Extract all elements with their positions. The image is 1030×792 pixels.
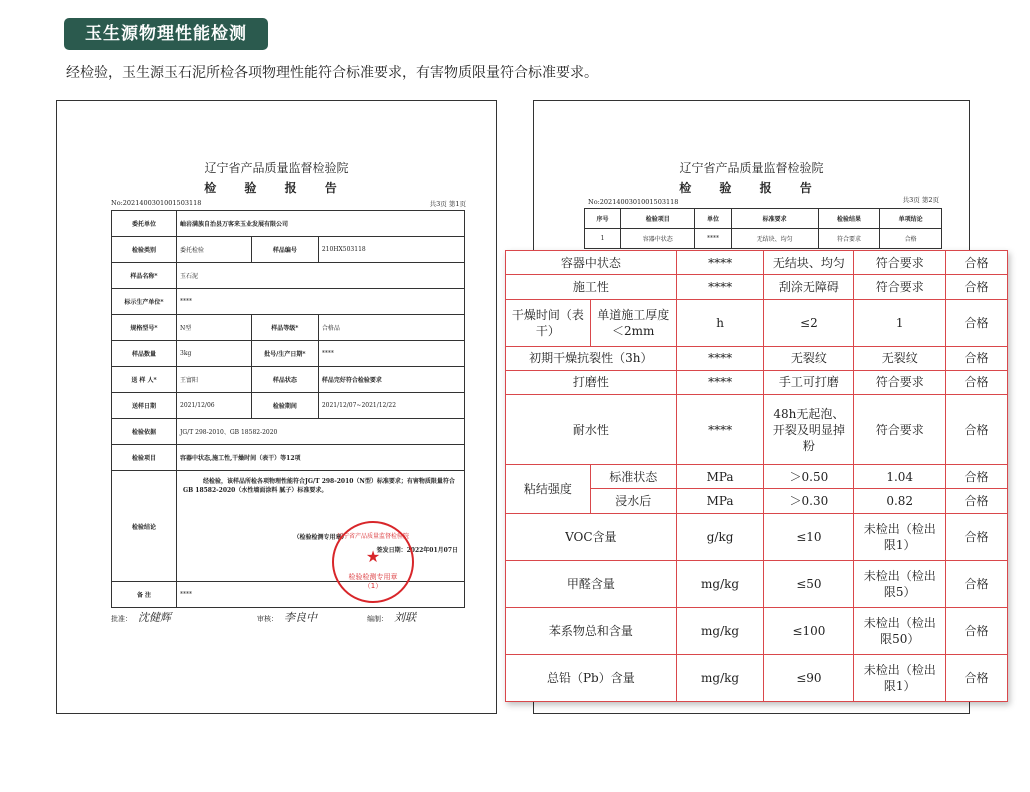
header-cell: 单项结论 xyxy=(880,209,942,229)
seal-bottom-text: 检验检测专用章 xyxy=(348,573,398,581)
table-header-row xyxy=(585,209,942,229)
reviewer-label: 审核： xyxy=(257,615,278,623)
header-cell: 检验项目 xyxy=(621,209,695,229)
info-label: 样品编号 xyxy=(251,237,318,263)
item-cell: 施工性 xyxy=(506,275,677,299)
table-row xyxy=(506,395,1008,465)
item-cell: 粘结强度 xyxy=(506,465,591,514)
info-label: 送 样 人* xyxy=(112,367,177,393)
table-row xyxy=(506,346,1008,370)
report-org-name: 辽宁省产品质量监督检验院 xyxy=(204,161,349,175)
conclusion-label: 检验结论 xyxy=(112,471,177,582)
info-label: 标示生产单位* xyxy=(112,289,177,315)
remark-value: **** xyxy=(177,582,465,608)
result-cell: 0.82 xyxy=(854,489,946,513)
item-cell: 干燥时间（表干） xyxy=(506,299,591,346)
section-title-tab: 玉生源物理性能检测 xyxy=(64,18,268,50)
unit-cell: **** xyxy=(676,275,764,299)
unit-cell: h xyxy=(676,299,764,346)
unit-cell: **** xyxy=(676,251,764,275)
verdict-cell: 合格 xyxy=(946,251,1008,275)
info-value: 3kg xyxy=(177,341,252,367)
info-row xyxy=(112,367,465,393)
table-row xyxy=(506,607,1008,654)
result-cell: 符合要求 xyxy=(854,275,946,299)
item-cell: 耐水性 xyxy=(506,395,677,465)
report-org-name: 辽宁省产品质量监督检验院 xyxy=(679,161,824,175)
result-cell: 未检出（检出限1） xyxy=(854,513,946,560)
info-row xyxy=(112,341,465,367)
cell: **** xyxy=(695,229,731,249)
summary-text: 经检验，玉生源玉石泥所检各项物理性能符合标准要求，有害物质限量符合标准要求。 xyxy=(66,65,598,81)
unit-cell: mg/kg xyxy=(676,607,764,654)
unit-cell: **** xyxy=(676,395,764,465)
table-row xyxy=(506,654,1008,701)
info-value: **** xyxy=(318,341,464,367)
report-number: No:2021400301001503118 xyxy=(588,198,679,206)
result-cell: 未检出（检出限5） xyxy=(854,560,946,607)
requirement-cell: ≤2 xyxy=(764,299,854,346)
info-value: 2021/12/07~2021/12/22 xyxy=(318,393,464,419)
requirement-cell: 48h无起泡、开裂及明显掉粉 xyxy=(764,395,854,465)
requirement-cell: ≤90 xyxy=(764,654,854,701)
sub-item-cell: 浸水后 xyxy=(590,489,676,513)
remark-label: 备 注 xyxy=(112,582,177,608)
info-value: 2021/12/06 xyxy=(177,393,252,419)
info-row xyxy=(112,237,465,263)
requirement-cell: 刮涂无障碍 xyxy=(764,275,854,299)
info-label: 样品状态 xyxy=(251,367,318,393)
header-cell: 检验结果 xyxy=(818,209,880,229)
sub-item-cell: 标准状态 xyxy=(590,465,676,489)
conclusion-cell xyxy=(177,471,465,582)
unit-cell: **** xyxy=(676,346,764,370)
approver-signature xyxy=(111,609,171,625)
info-value: JG/T 298-2010、GB 18582-2020 xyxy=(177,419,465,445)
info-label: 样品名称* xyxy=(112,263,177,289)
info-value: 岫岩满族自治县万客来玉业发展有限公司 xyxy=(177,211,465,237)
header-cell: 序号 xyxy=(585,209,621,229)
seal-top-text: 辽宁省产品质量监督检验院 xyxy=(336,533,409,540)
item-cell: 打磨性 xyxy=(506,370,677,394)
verdict-cell: 合格 xyxy=(946,299,1008,346)
requirement-cell: 无结块、均匀 xyxy=(764,251,854,275)
info-label: 送样日期 xyxy=(112,393,177,419)
result-cell: 符合要求 xyxy=(854,370,946,394)
result-cell: 1.04 xyxy=(854,465,946,489)
info-value: 王富阳 xyxy=(177,367,252,393)
info-label: 规格型号* xyxy=(112,315,177,341)
unit-cell: mg/kg xyxy=(676,654,764,701)
info-label: 委托单位 xyxy=(112,211,177,237)
header-cell: 单位 xyxy=(695,209,731,229)
official-seal xyxy=(332,521,414,603)
requirement-cell: 无裂纹 xyxy=(764,346,854,370)
info-label: 检验期间 xyxy=(251,393,318,419)
info-value: 样品完好符合检验要求 xyxy=(318,367,464,393)
compiler-label: 编制： xyxy=(367,615,388,623)
table-row xyxy=(506,370,1008,394)
result-cell: 符合要求 xyxy=(854,251,946,275)
item-cell: 初期干燥抗裂性（3h） xyxy=(506,346,677,370)
sub-item-cell: 单道施工厚度＜2mm xyxy=(590,299,676,346)
result-cell: 1 xyxy=(854,299,946,346)
table-row xyxy=(506,299,1008,346)
result-cell: 未检出（检出限50） xyxy=(854,607,946,654)
conclusion-stamp-line: （检验检测专用章） xyxy=(293,534,348,541)
verdict-cell: 合格 xyxy=(946,275,1008,299)
verdict-cell: 合格 xyxy=(946,654,1008,701)
approver-name: 沈健辉 xyxy=(138,611,171,624)
info-value: 玉石泥 xyxy=(177,263,465,289)
info-row xyxy=(112,263,465,289)
info-label: 批号/生产日期* xyxy=(251,341,318,367)
result-cell: 符合要求 xyxy=(854,395,946,465)
item-cell: VOC含量 xyxy=(506,513,677,560)
table-row xyxy=(506,465,1008,489)
table-row xyxy=(506,560,1008,607)
requirement-cell: ＞0.50 xyxy=(764,465,854,489)
info-value: 容器中状态,施工性,干燥时间（表干）等12项 xyxy=(177,445,465,471)
header-cell: 标准要求 xyxy=(731,209,818,229)
results-table-zoom xyxy=(505,250,1008,702)
info-value: **** xyxy=(177,289,465,315)
requirement-cell: ≤100 xyxy=(764,607,854,654)
conclusion-text: 经检验，该样品所检各项物理性能符合JG/T 298-2010（N型）标准要求；有害物质限量符合GB 18582-2020（水性墙面涂料 腻子）标准要求。 xyxy=(183,478,455,494)
report-number: No:2021400301001503118 xyxy=(111,199,202,207)
cell: 1 xyxy=(585,229,621,249)
table-row xyxy=(506,513,1008,560)
report-page-indicator: 共3页 第1页 xyxy=(429,200,466,208)
verdict-cell: 合格 xyxy=(946,465,1008,489)
unit-cell: mg/kg xyxy=(676,560,764,607)
cell: 容器中状态 xyxy=(621,229,695,249)
info-value: 委托检验 xyxy=(177,237,252,263)
info-value: N型 xyxy=(177,315,252,341)
cell: 合格 xyxy=(880,229,942,249)
reviewer-signature xyxy=(257,609,317,625)
table-row xyxy=(506,251,1008,275)
verdict-cell: 合格 xyxy=(946,395,1008,465)
requirement-cell: 手工可打磨 xyxy=(764,370,854,394)
item-cell: 总铅（Pb）含量 xyxy=(506,654,677,701)
approver-label: 批准： xyxy=(111,615,132,623)
result-cell: 未检出（检出限1） xyxy=(854,654,946,701)
reviewer-name: 李良中 xyxy=(284,611,317,624)
requirement-cell: ＞0.30 xyxy=(764,489,854,513)
info-row xyxy=(112,445,465,471)
seal-bottom xyxy=(334,573,412,591)
verdict-cell: 合格 xyxy=(946,370,1008,394)
seal-star-icon: ★ xyxy=(365,547,381,566)
compiler-signature xyxy=(367,609,416,625)
seal-number: （1） xyxy=(363,582,383,590)
report-page-1 xyxy=(56,100,497,714)
item-cell: 甲醛含量 xyxy=(506,560,677,607)
report-page-indicator: 共3页 第2页 xyxy=(902,196,939,204)
info-label: 检验项目 xyxy=(112,445,177,471)
item-cell: 容器中状态 xyxy=(506,251,677,275)
info-label: 检验依据 xyxy=(112,419,177,445)
requirement-cell: ≤50 xyxy=(764,560,854,607)
report-mini-table xyxy=(584,208,942,249)
info-row xyxy=(112,289,465,315)
info-label: 样品等级* xyxy=(251,315,318,341)
table-row xyxy=(585,229,942,249)
info-row xyxy=(112,393,465,419)
item-cell: 苯系物总和含量 xyxy=(506,607,677,654)
result-cell: 无裂纹 xyxy=(854,346,946,370)
unit-cell: g/kg xyxy=(676,513,764,560)
cell: 无结块、均匀 xyxy=(731,229,818,249)
verdict-cell: 合格 xyxy=(946,560,1008,607)
report-title: 检 验 报 告 xyxy=(679,181,824,195)
requirement-cell: ≤10 xyxy=(764,513,854,560)
verdict-cell: 合格 xyxy=(946,607,1008,654)
report-title: 检 验 报 告 xyxy=(204,181,349,195)
results-table xyxy=(505,250,1008,702)
sign-date: 签发日期：2022年01月07日 xyxy=(376,547,458,554)
info-row xyxy=(112,211,465,237)
unit-cell: MPa xyxy=(676,489,764,513)
verdict-cell: 合格 xyxy=(946,346,1008,370)
info-label: 检验类别 xyxy=(112,237,177,263)
verdict-cell: 合格 xyxy=(946,489,1008,513)
unit-cell: MPa xyxy=(676,465,764,489)
table-row xyxy=(506,275,1008,299)
info-label: 样品数量 xyxy=(112,341,177,367)
cell: 符合要求 xyxy=(818,229,880,249)
verdict-cell: 合格 xyxy=(946,513,1008,560)
info-row xyxy=(112,315,465,341)
unit-cell: **** xyxy=(676,370,764,394)
compiler-name: 刘联 xyxy=(394,611,416,624)
info-row xyxy=(112,419,465,445)
info-value: 210HX503118 xyxy=(318,237,464,263)
info-value: 合格品 xyxy=(318,315,464,341)
